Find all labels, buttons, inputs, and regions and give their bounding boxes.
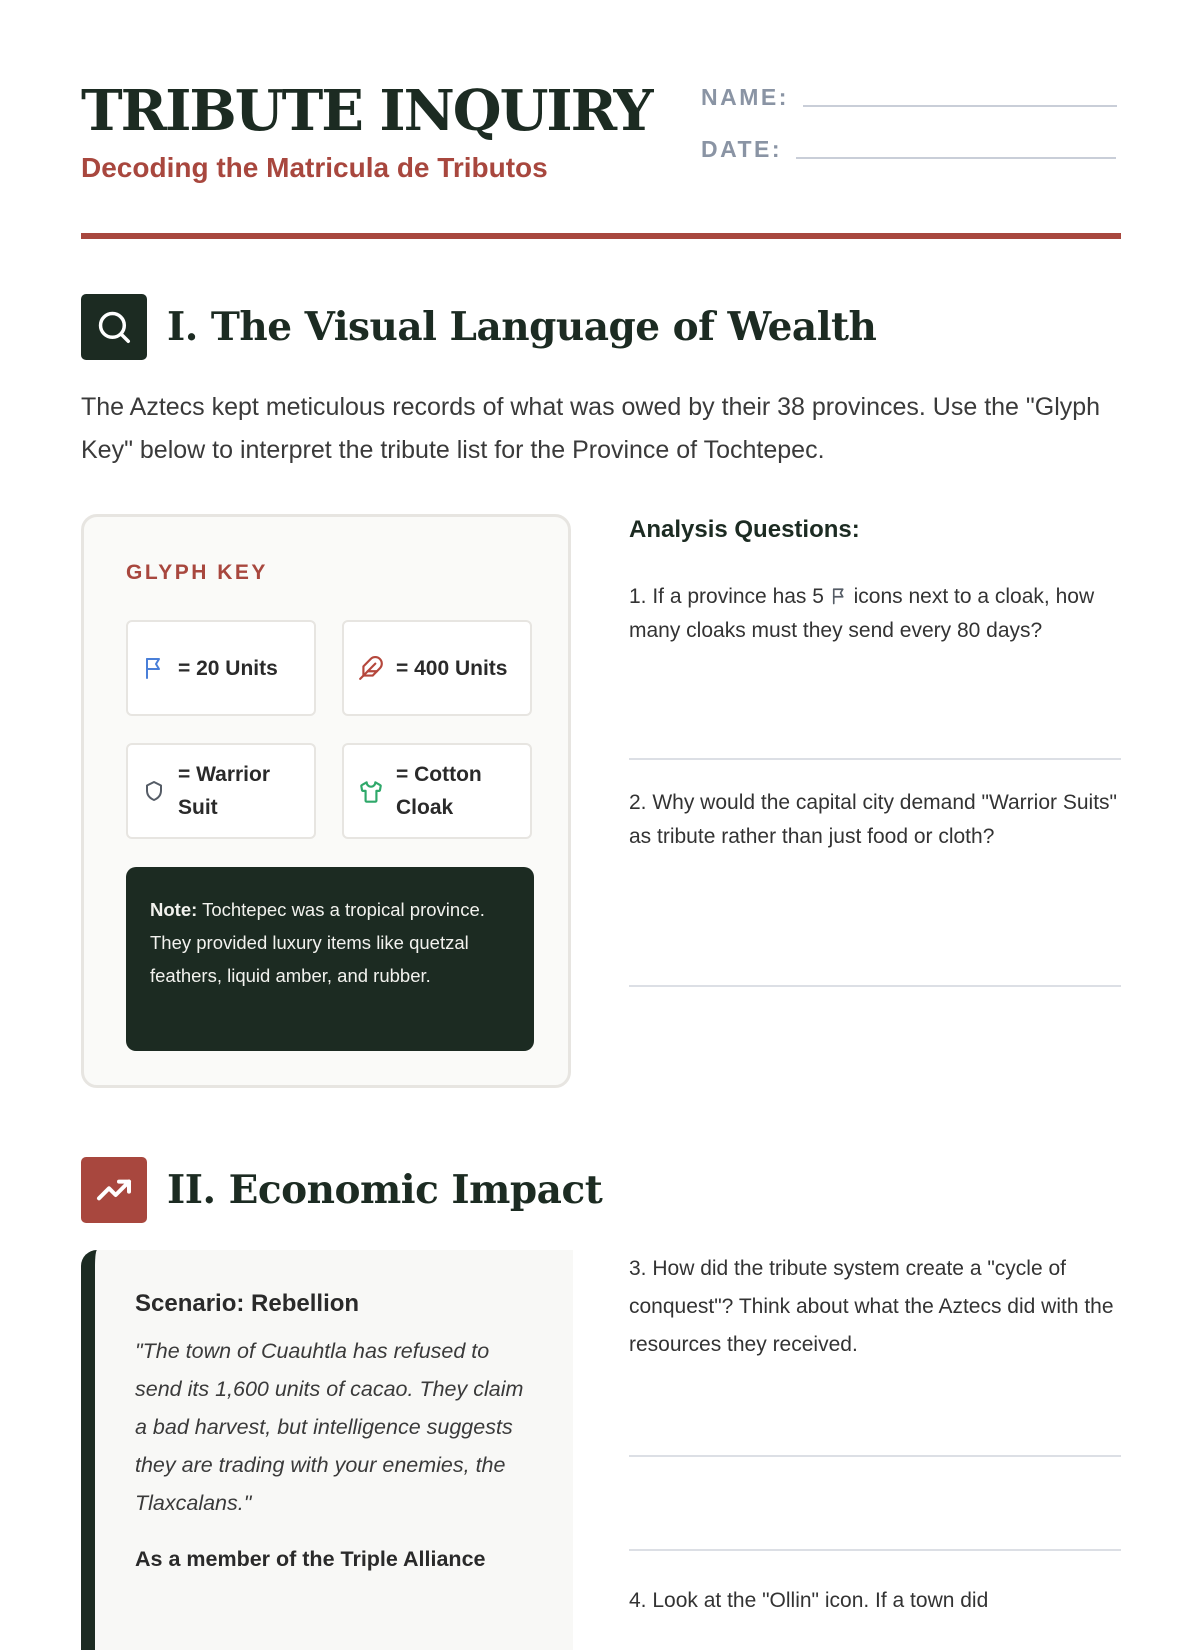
section-1-heading (81, 294, 876, 360)
scenario-card (81, 1250, 573, 1650)
answer-line-1[interactable] (629, 758, 1121, 760)
answer-line-2[interactable] (629, 985, 1121, 987)
section-1-title: I. The Visual Language of Wealth (167, 304, 877, 350)
glyph-label: = Warrior Suit (178, 763, 270, 819)
question-4: 4. Look at the "Ollin" icon. If a town did (629, 1589, 989, 1612)
shirt-icon (358, 778, 384, 804)
note-label: Note: (150, 899, 198, 920)
glyph-label: = 20 Units (178, 656, 278, 680)
header-divider (81, 233, 1121, 239)
trending-up-icon (81, 1157, 147, 1223)
glyph-item-shirt (342, 743, 532, 839)
glyph-label: = 400 Units (396, 656, 508, 680)
glyph-label: = Cotton Cloak (396, 763, 482, 819)
shield-icon (142, 778, 166, 804)
glyph-key-card (81, 514, 571, 1088)
section-2-title: II. Economic Impact (167, 1167, 603, 1213)
answer-line-3b[interactable] (629, 1549, 1121, 1551)
scenario-quote: "The town of Cuauhtla has refused to send its 1,600 units of cacao. They claim a bad harvest, but intelligence suggests they are trading with your enemies, the Tlaxcalans." (135, 1339, 524, 1515)
date-label: DATE: (701, 136, 783, 162)
section-1-intro: The Aztecs kept meticulous records of what was owed by their 38 provinces. Use the "Glyph Key" below to interpret the tribute list for the Province of Tochtepec. (81, 393, 1101, 464)
worksheet-title: TRIBUTE INQUIRY (81, 78, 652, 144)
section-2-heading (81, 1157, 602, 1223)
date-row (701, 136, 1116, 163)
note-text: Tochtepec was a tropical province. They provided luxury items like quetzal feathers, liquid amber, and rubber. (150, 899, 485, 986)
scenario-title: Scenario: Rebellion (135, 1290, 360, 1317)
flag-icon (142, 655, 166, 681)
scenario-prompt: As a member of the Triple Alliance (135, 1547, 486, 1571)
glyph-item-flag (126, 620, 316, 716)
date-field[interactable] (796, 156, 1116, 159)
note-box (126, 867, 534, 1051)
search-icon (81, 294, 147, 360)
question-2: 2. Why would the capital city demand "Warrior Suits" as tribute rather than just food or cloth? (629, 791, 1117, 848)
glyph-key-title: GLYPH KEY (126, 561, 268, 584)
question-1-text-end: icons next to a cloak, how many cloaks must they send every 80 days? (629, 585, 1095, 642)
name-label: NAME: (701, 84, 789, 110)
answer-line-3a[interactable] (629, 1455, 1121, 1457)
analysis-questions-heading: Analysis Questions: (629, 516, 860, 543)
name-row (701, 84, 1117, 111)
worksheet-subtitle: Decoding the Matricula de Tributos (81, 152, 548, 183)
name-field[interactable] (803, 104, 1117, 107)
glyph-item-shield (126, 743, 316, 839)
glyph-item-feather (342, 620, 532, 716)
feather-icon (358, 655, 384, 681)
flag-icon (830, 586, 848, 606)
question-1 (629, 580, 1121, 647)
question-1-text-start: 1. If a province has 5 (629, 585, 824, 608)
question-3: 3. How did the tribute system create a "cycle of conquest"? Think about what the Aztecs did with the resources they received. (629, 1257, 1114, 1356)
